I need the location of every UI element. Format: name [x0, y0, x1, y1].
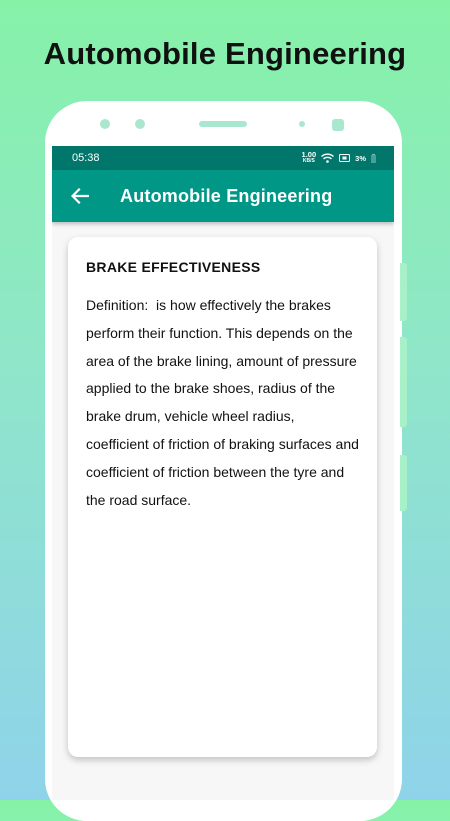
app-bar	[52, 170, 394, 222]
camera-dot-icon	[135, 119, 145, 129]
speaker-grille	[199, 121, 247, 127]
status-bar	[52, 146, 394, 170]
battery-icon	[371, 154, 376, 163]
app-bar-title: Automobile Engineering	[120, 185, 333, 206]
side-button	[400, 455, 407, 511]
app-screen	[52, 146, 394, 800]
status-time: 05:38	[72, 152, 100, 164]
status-indicators	[302, 152, 376, 164]
definition-card	[68, 237, 377, 757]
promo-title: Automobile Engineering	[43, 36, 407, 71]
network-speed	[302, 152, 317, 164]
side-button	[400, 337, 407, 427]
card-title: BRAKE EFFECTIVENESS	[86, 259, 261, 275]
network-speed-unit: KB/S	[302, 158, 315, 164]
wifi-icon	[321, 153, 334, 163]
sensor-dot-icon	[299, 121, 305, 127]
front-camera-icon	[332, 119, 344, 131]
network-speed-value: 1.00	[301, 150, 317, 159]
camera-dot-icon	[100, 119, 110, 129]
arrow-left-icon[interactable]	[69, 185, 91, 207]
battery-percent: 3%	[355, 153, 366, 163]
side-button	[400, 263, 407, 321]
card-body-text: Definition: is how effectively the brakes perform their function. This depends on the area of the brake lining, amount of pressure applied to the brake shoes, radius of the brake drum, vehicle wheel radius, coefficient of friction of braking surfaces and coefficient of friction between the tyre and the road surface.	[86, 297, 363, 508]
battery-saver-icon	[339, 154, 350, 162]
